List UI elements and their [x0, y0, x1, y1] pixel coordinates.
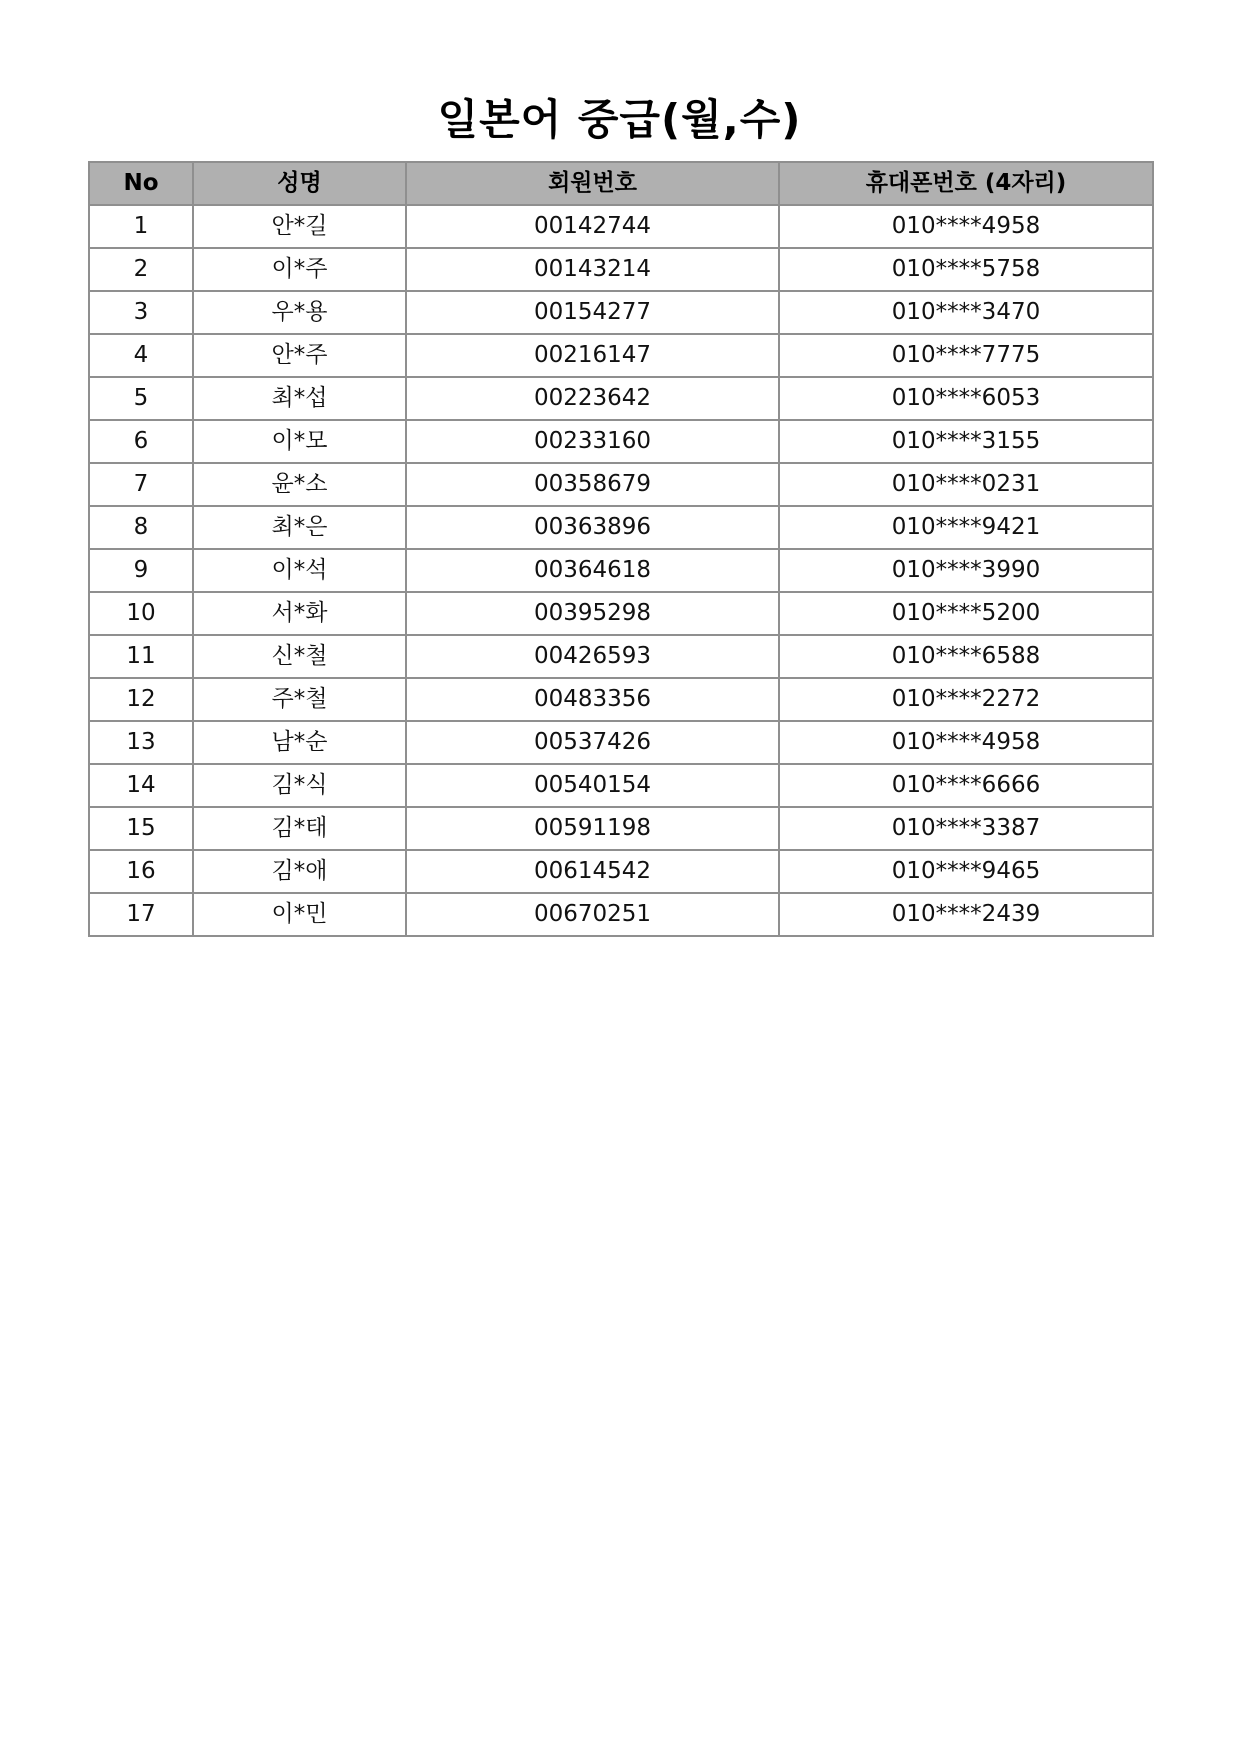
phone-number: 010****5200 — [779, 592, 1153, 635]
member-name: 이*주 — [193, 248, 406, 291]
member-name: 이*모 — [193, 420, 406, 463]
row-no: 11 — [89, 635, 193, 678]
row-no: 17 — [89, 893, 193, 936]
member-number: 00395298 — [406, 592, 779, 635]
table-row — [89, 850, 1153, 893]
table-row — [89, 291, 1153, 334]
member-name: 김*식 — [193, 764, 406, 807]
member-number: 00426593 — [406, 635, 779, 678]
header-phone-number: 휴대폰번호 (4자리) — [779, 162, 1153, 205]
header-no: No — [89, 162, 193, 205]
phone-number: 010****2439 — [779, 893, 1153, 936]
member-name: 김*태 — [193, 807, 406, 850]
table-row — [89, 205, 1153, 248]
row-no: 8 — [89, 506, 193, 549]
table-row — [89, 248, 1153, 291]
phone-number: 010****5758 — [779, 248, 1153, 291]
table-row — [89, 678, 1153, 721]
table-row — [89, 592, 1153, 635]
member-number: 00364618 — [406, 549, 779, 592]
member-name: 신*철 — [193, 635, 406, 678]
table-row — [89, 549, 1153, 592]
member-number: 00540154 — [406, 764, 779, 807]
row-no: 16 — [89, 850, 193, 893]
member-number: 00363896 — [406, 506, 779, 549]
row-no: 4 — [89, 334, 193, 377]
member-number: 00216147 — [406, 334, 779, 377]
row-no: 1 — [89, 205, 193, 248]
phone-number: 010****6053 — [779, 377, 1153, 420]
member-number: 00142744 — [406, 205, 779, 248]
phone-number: 010****4958 — [779, 721, 1153, 764]
member-name: 안*주 — [193, 334, 406, 377]
table-row — [89, 807, 1153, 850]
row-no: 3 — [89, 291, 193, 334]
row-no: 15 — [89, 807, 193, 850]
phone-number: 010****3387 — [779, 807, 1153, 850]
row-no: 2 — [89, 248, 193, 291]
table-row — [89, 334, 1153, 377]
member-name: 김*애 — [193, 850, 406, 893]
member-number: 00223642 — [406, 377, 779, 420]
table-row — [89, 377, 1153, 420]
member-name: 서*화 — [193, 592, 406, 635]
phone-number: 010****4958 — [779, 205, 1153, 248]
table-row — [89, 721, 1153, 764]
member-name: 안*길 — [193, 205, 406, 248]
phone-number: 010****3990 — [779, 549, 1153, 592]
table-row — [89, 635, 1153, 678]
row-no: 7 — [89, 463, 193, 506]
member-number: 00670251 — [406, 893, 779, 936]
phone-number: 010****6588 — [779, 635, 1153, 678]
phone-number: 010****6666 — [779, 764, 1153, 807]
member-number: 00614542 — [406, 850, 779, 893]
table-body — [89, 205, 1153, 936]
table-header — [89, 162, 1153, 205]
row-no: 10 — [89, 592, 193, 635]
phone-number: 010****9465 — [779, 850, 1153, 893]
member-name: 우*용 — [193, 291, 406, 334]
member-name: 이*석 — [193, 549, 406, 592]
member-number: 00483356 — [406, 678, 779, 721]
table-row — [89, 463, 1153, 506]
member-table — [88, 161, 1154, 937]
row-no: 14 — [89, 764, 193, 807]
header-member-number: 회원번호 — [406, 162, 779, 205]
phone-number: 010****9421 — [779, 506, 1153, 549]
member-name: 남*순 — [193, 721, 406, 764]
member-number: 00233160 — [406, 420, 779, 463]
table-row — [89, 420, 1153, 463]
phone-number: 010****3155 — [779, 420, 1153, 463]
member-number: 00143214 — [406, 248, 779, 291]
member-name: 주*철 — [193, 678, 406, 721]
table-row — [89, 764, 1153, 807]
page-title: 일본어 중급(월,수) — [437, 95, 802, 144]
table-row — [89, 506, 1153, 549]
member-number: 00358679 — [406, 463, 779, 506]
row-no: 13 — [89, 721, 193, 764]
row-no: 5 — [89, 377, 193, 420]
member-number: 00537426 — [406, 721, 779, 764]
member-name: 이*민 — [193, 893, 406, 936]
member-number: 00154277 — [406, 291, 779, 334]
row-no: 6 — [89, 420, 193, 463]
member-number: 00591198 — [406, 807, 779, 850]
row-no: 12 — [89, 678, 193, 721]
phone-number: 010****0231 — [779, 463, 1153, 506]
header-name: 성명 — [193, 162, 406, 205]
header-row — [89, 162, 1153, 205]
member-name: 최*섭 — [193, 377, 406, 420]
phone-number: 010****2272 — [779, 678, 1153, 721]
phone-number: 010****3470 — [779, 291, 1153, 334]
phone-number: 010****7775 — [779, 334, 1153, 377]
table-row — [89, 893, 1153, 936]
member-name: 윤*소 — [193, 463, 406, 506]
member-name: 최*은 — [193, 506, 406, 549]
row-no: 9 — [89, 549, 193, 592]
